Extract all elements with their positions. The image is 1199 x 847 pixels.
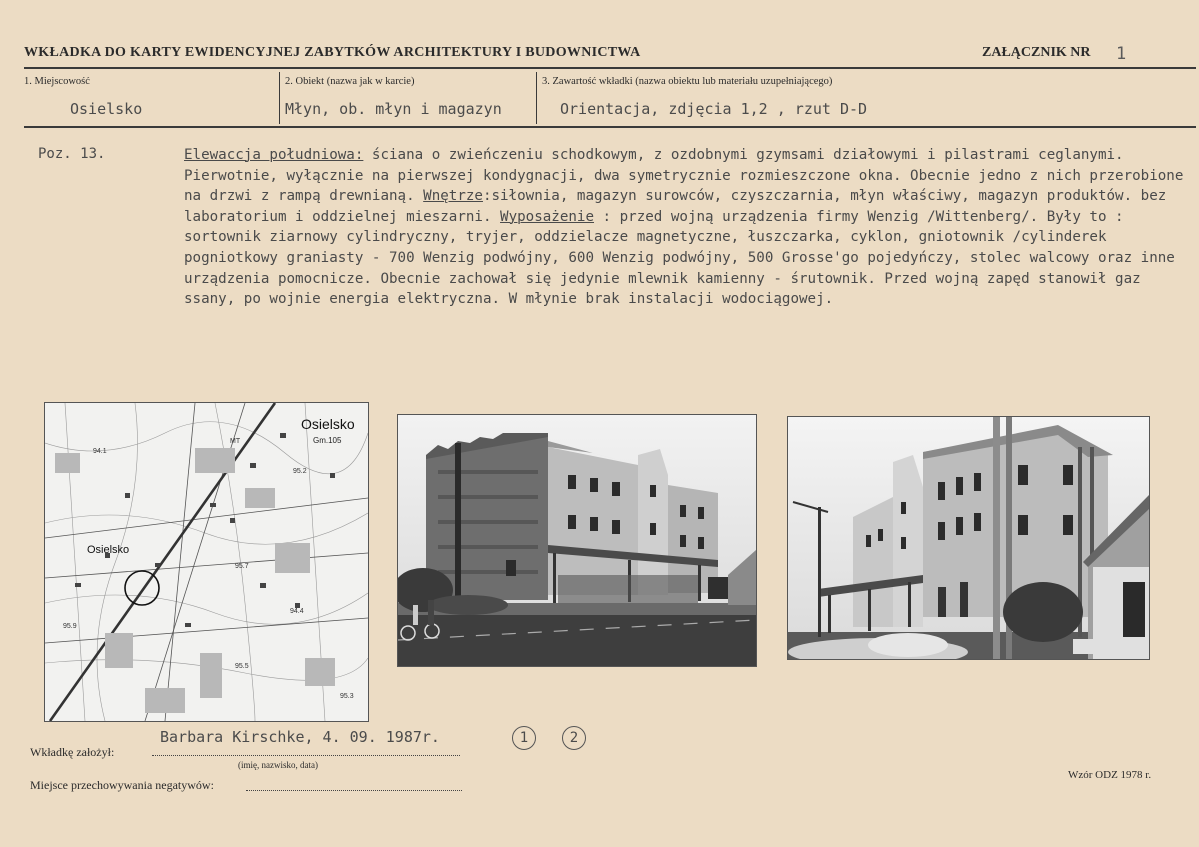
map-spot-5: 94.4	[290, 608, 304, 615]
map-spot-2: 95.2	[293, 468, 307, 475]
photo-1-drawing	[398, 415, 756, 666]
location-map	[44, 402, 369, 722]
photo-ref-2: 2	[562, 726, 586, 750]
photo-2	[787, 416, 1150, 660]
interior-text: :siłownia, magazyn surowców, czyszczarnia, młyn właściwy, magazyn produktów. bez laboratorium i oddzielnej mieszarni.	[184, 188, 1167, 225]
document-title: WKŁADKA DO KARTY EWIDENCYJNEJ ZABYTKÓW ARCHITEKTURY I BUDOWNICTWA	[24, 45, 641, 60]
content-label: 3. Zawartość wkładki (nazwa obiektu lub materiału uzupełniającego)	[542, 76, 833, 87]
position-number: Poz. 13.	[38, 146, 106, 162]
map-spot-7: MT	[230, 438, 241, 445]
attachment-number: 1	[1116, 44, 1127, 64]
equipment-heading: Wyposażenie	[500, 208, 595, 225]
created-by-line	[152, 755, 460, 756]
object-label: 2. Obiekt (nazwa jak w karcie)	[285, 76, 415, 87]
template-note: Wzór ODZ 1978 r.	[1068, 769, 1152, 781]
map-label-center: Osielsko	[87, 544, 130, 556]
elevation-text: ściana o zwieńczeniu schodkowym, z ozdobnymi gzymsami działowymi i pilastrami ceglanymi. Pierwotnie, wyłącznie na pierwszej kondygnacji, dwa symetrycznie rozmieszczone okna. Obecnie jedno z nich przerobione na drzwi z rampą drewnianą.	[184, 147, 1184, 205]
map-spot-8: 95.3	[340, 693, 354, 700]
field-divider-2	[536, 72, 537, 124]
elevation-heading: Elewaccja południowa:	[184, 147, 364, 163]
map-drawing	[45, 403, 368, 721]
photo-2-drawing	[788, 417, 1149, 659]
object-value: Młyn, ob. młyn i magazyn	[285, 100, 502, 118]
created-by-value: Barbara Kirschke, 4. 09. 1987r.	[160, 728, 440, 746]
content-value: Orientacja, zdjęcia 1,2 , rzut D-D	[560, 100, 868, 118]
map-spot-1: 94.1	[93, 448, 107, 455]
map-spot-4: 95.5	[235, 663, 249, 670]
header-rule	[24, 67, 1196, 69]
created-by-sublabel: (imię, nazwisko, data)	[238, 760, 318, 770]
map-spot-3: 95.7	[235, 563, 249, 570]
fields-rule	[24, 126, 1196, 128]
created-by-label: Wkładkę założył:	[30, 745, 115, 759]
locality-label: 1. Miejscowość	[24, 76, 90, 87]
negatives-line	[246, 790, 462, 791]
map-label-gm: Gm.105	[313, 436, 342, 445]
field-divider-1	[279, 72, 280, 124]
equipment-text: : przed wojną urządzenia firmy Wenzig /Wittenberg/. Były to : sortownik ziarnowy cylindryczny, tryjer, oddzielacze magnetyczne, łuszczarka, cyklon, gniotownik /cylinderek pogniotkowy graniasty - 700 Wenzig podwójny, 600 Wenzig podwójny, 500 Grosse'go pojedyńczy, stolec walcowy oraz inne urządzenia pomocnicze. Obecnie zachował się jedynie mlewnik kamienny - śrutownik. Przed wojną zapęd stanowił gaz ssany, po wojnie energia elektryczna. W młynie brak instalacji wodociągowej.	[184, 208, 1175, 308]
photo-1	[397, 414, 757, 667]
negatives-label: Miejsce przechowywania negatywów:	[30, 778, 214, 792]
photo-ref-1: 1	[512, 726, 536, 750]
map-spot-6: 95.9	[63, 623, 77, 630]
attachment-label: ZAŁĄCZNIK NR	[982, 45, 1091, 60]
locality-value: Osielsko	[70, 100, 143, 118]
map-label-top: Osielsko	[301, 416, 355, 432]
description-text	[184, 145, 1194, 310]
interior-heading: Wnętrze	[423, 188, 483, 205]
